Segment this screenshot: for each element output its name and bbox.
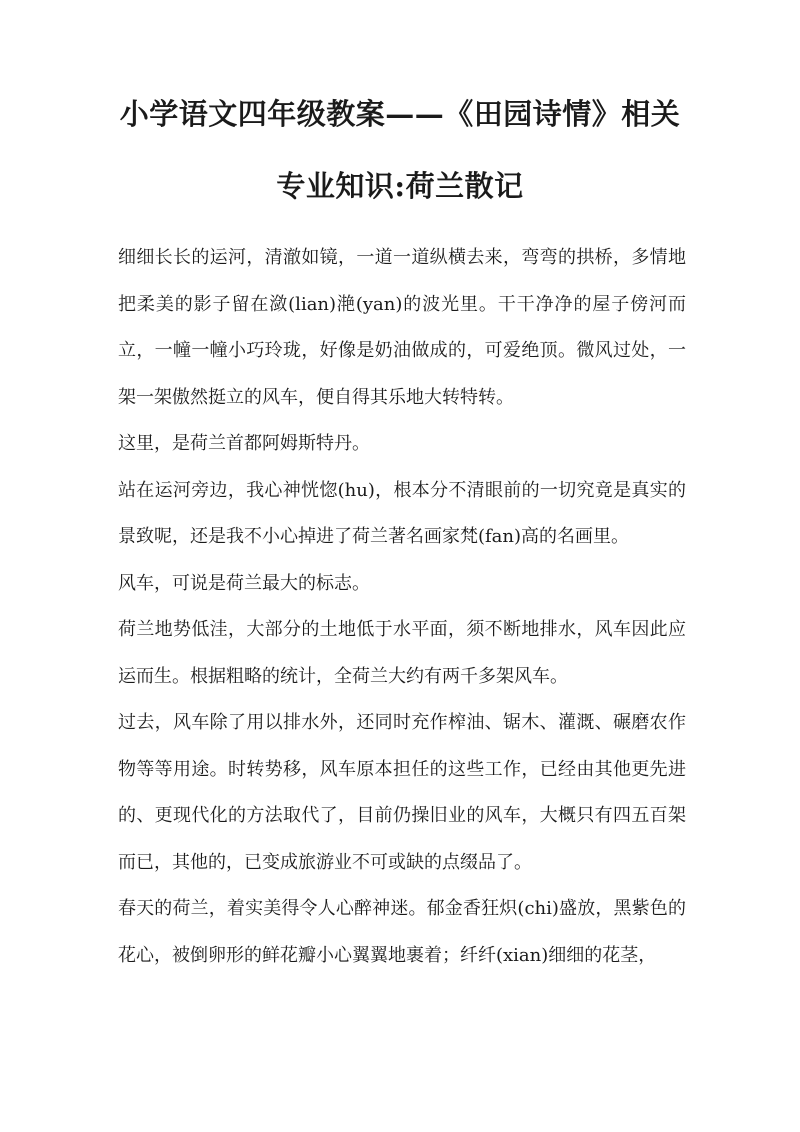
paragraph-van-gogh: 站在运河旁边，我心神恍惚(hu)，根本分不清眼前的一切究竟是真实的景致呢，还是我不小心掉进了荷兰著名画家梵(fan)高的名画里。 [118, 479, 686, 547]
paragraph-windmill-symbol: 风车，可说是荷兰最大的标志。 [118, 572, 370, 594]
paragraph-spring-tulips: 春天的荷兰，着实美得令人心醉神迷。郁金香狂炽(chi)盛放，黑紫色的花心，被倒卵形的鲜花瓣小心翼翼地裹着；纤纤(xian)细细的花茎， [118, 898, 686, 966]
paragraph-lowland: 荷兰地势低洼，大部分的土地低于水平面，须不断地排水，风车因此应运而生。根据粗略的统计，全荷兰大约有两千多架风车。 [118, 619, 686, 687]
paragraph-canals: 细细长长的运河，清澈如镜，一道一道纵横去来，弯弯的拱桥，多情地把柔美的影子留在潋(lian)滟(yan)的波光里。干干净净的屋子傍河而立，一幢一幢小巧玲珑，好像是奶油做成的，可爱绝顶。微风过处，一架一架傲然挺立的风车，便自得其乐地大转特转。 [118, 247, 686, 408]
article-body [118, 235, 686, 979]
paragraph-amsterdam: 这里，是荷兰首都阿姆斯特丹。 [118, 433, 370, 454]
page-title-line-1: 小学语文四年级教案——《田园诗情》相关 [119, 97, 681, 131]
page-title-line-2: 专业知识:荷兰散记 [276, 169, 524, 203]
paragraph-windmill-uses: 过去，风车除了用以排水外，还同时充作榨油、锯木、灌溉、碾磨农作物等等用途。时转势移，风车原本担任的这些工作，已经由其他更先进的、更现代化的方法取代了，目前仍操旧业的风车，大概只有四五百架而已，其他的，已变成旅游业不可或缺的点缀品了。 [118, 712, 686, 873]
